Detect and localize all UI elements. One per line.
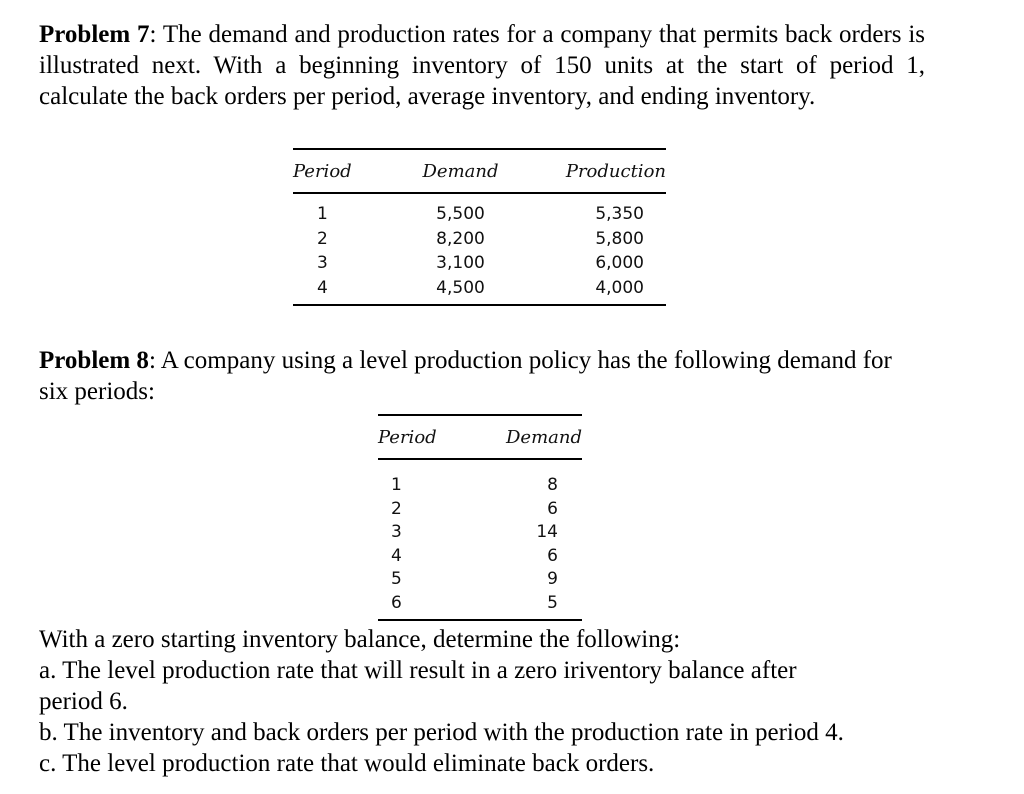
demand-cell: 8,200 xyxy=(436,228,485,249)
demand-cell: 5 xyxy=(467,592,582,621)
problem-7-table xyxy=(293,148,666,306)
problem-7-label: Problem 7 xyxy=(39,21,150,48)
problem-8-intro: With a zero starting inventory balance, determine the following: xyxy=(39,626,681,653)
table-header-row xyxy=(378,415,582,459)
column-header-production: Production xyxy=(538,149,666,193)
problem-8-part-a: a. The level production rate that will result in a zero iriventory balance after period 6. xyxy=(39,657,797,715)
problem-7-text xyxy=(39,19,925,112)
demand-cell: 4,500 xyxy=(383,276,538,306)
period-cell: 1 xyxy=(317,204,328,224)
demand-cell: 5,500 xyxy=(436,204,485,224)
period-cell: 3 xyxy=(391,522,402,542)
period-cell: 5 xyxy=(391,569,402,589)
table-row xyxy=(293,251,666,276)
demand-cell: 14 xyxy=(536,522,558,542)
period-cell: 2 xyxy=(391,498,402,519)
table-row xyxy=(293,193,666,227)
production-cell: 5,350 xyxy=(595,204,644,224)
period-cell: 4 xyxy=(293,276,383,306)
table-row xyxy=(378,498,582,522)
problem-8-label: Problem 8 xyxy=(39,347,149,374)
table-row xyxy=(293,276,666,306)
period-cell: 4 xyxy=(391,545,402,566)
table-row xyxy=(378,592,582,621)
problem-8-body: : A company using a level production policy has the following demand for six periods: xyxy=(39,347,892,405)
period-cell: 1 xyxy=(391,475,402,495)
table-row xyxy=(378,545,582,569)
table-row xyxy=(293,227,666,252)
demand-cell: 9 xyxy=(547,569,558,589)
demand-cell: 3,100 xyxy=(436,253,485,273)
problem-8-table xyxy=(378,414,582,621)
period-cell: 2 xyxy=(317,228,328,249)
demand-cell: 6 xyxy=(547,498,558,519)
column-header-period: Period xyxy=(378,415,467,459)
production-cell: 4,000 xyxy=(538,276,666,306)
column-header-period: Period xyxy=(293,149,383,193)
problem-8-part-c: c. The level production rate that would eliminate back orders. xyxy=(39,750,655,777)
demand-cell: 8 xyxy=(547,475,558,495)
table-header-row xyxy=(293,149,666,193)
production-cell: 6,000 xyxy=(595,253,644,273)
column-header-demand: Demand xyxy=(467,415,582,459)
demand-cell: 6 xyxy=(547,545,558,566)
period-cell: 6 xyxy=(378,592,467,621)
table-row xyxy=(378,459,582,498)
problem-7-body: : The demand and production rates for a company that permits back orders is illustrated next. With a beginning inventory of 150 units at the start of period 1, calculate the back orders per period, average inventory, and ending inventory. xyxy=(39,21,925,110)
column-header-demand: Demand xyxy=(383,149,538,193)
table-row xyxy=(378,568,582,592)
period-cell: 3 xyxy=(317,253,328,273)
production-cell: 5,800 xyxy=(595,228,644,249)
problem-8-text xyxy=(39,345,925,407)
problem-8-part-b: b. The inventory and back orders per period with the production rate in period 4. xyxy=(39,719,844,746)
table-row xyxy=(378,521,582,545)
